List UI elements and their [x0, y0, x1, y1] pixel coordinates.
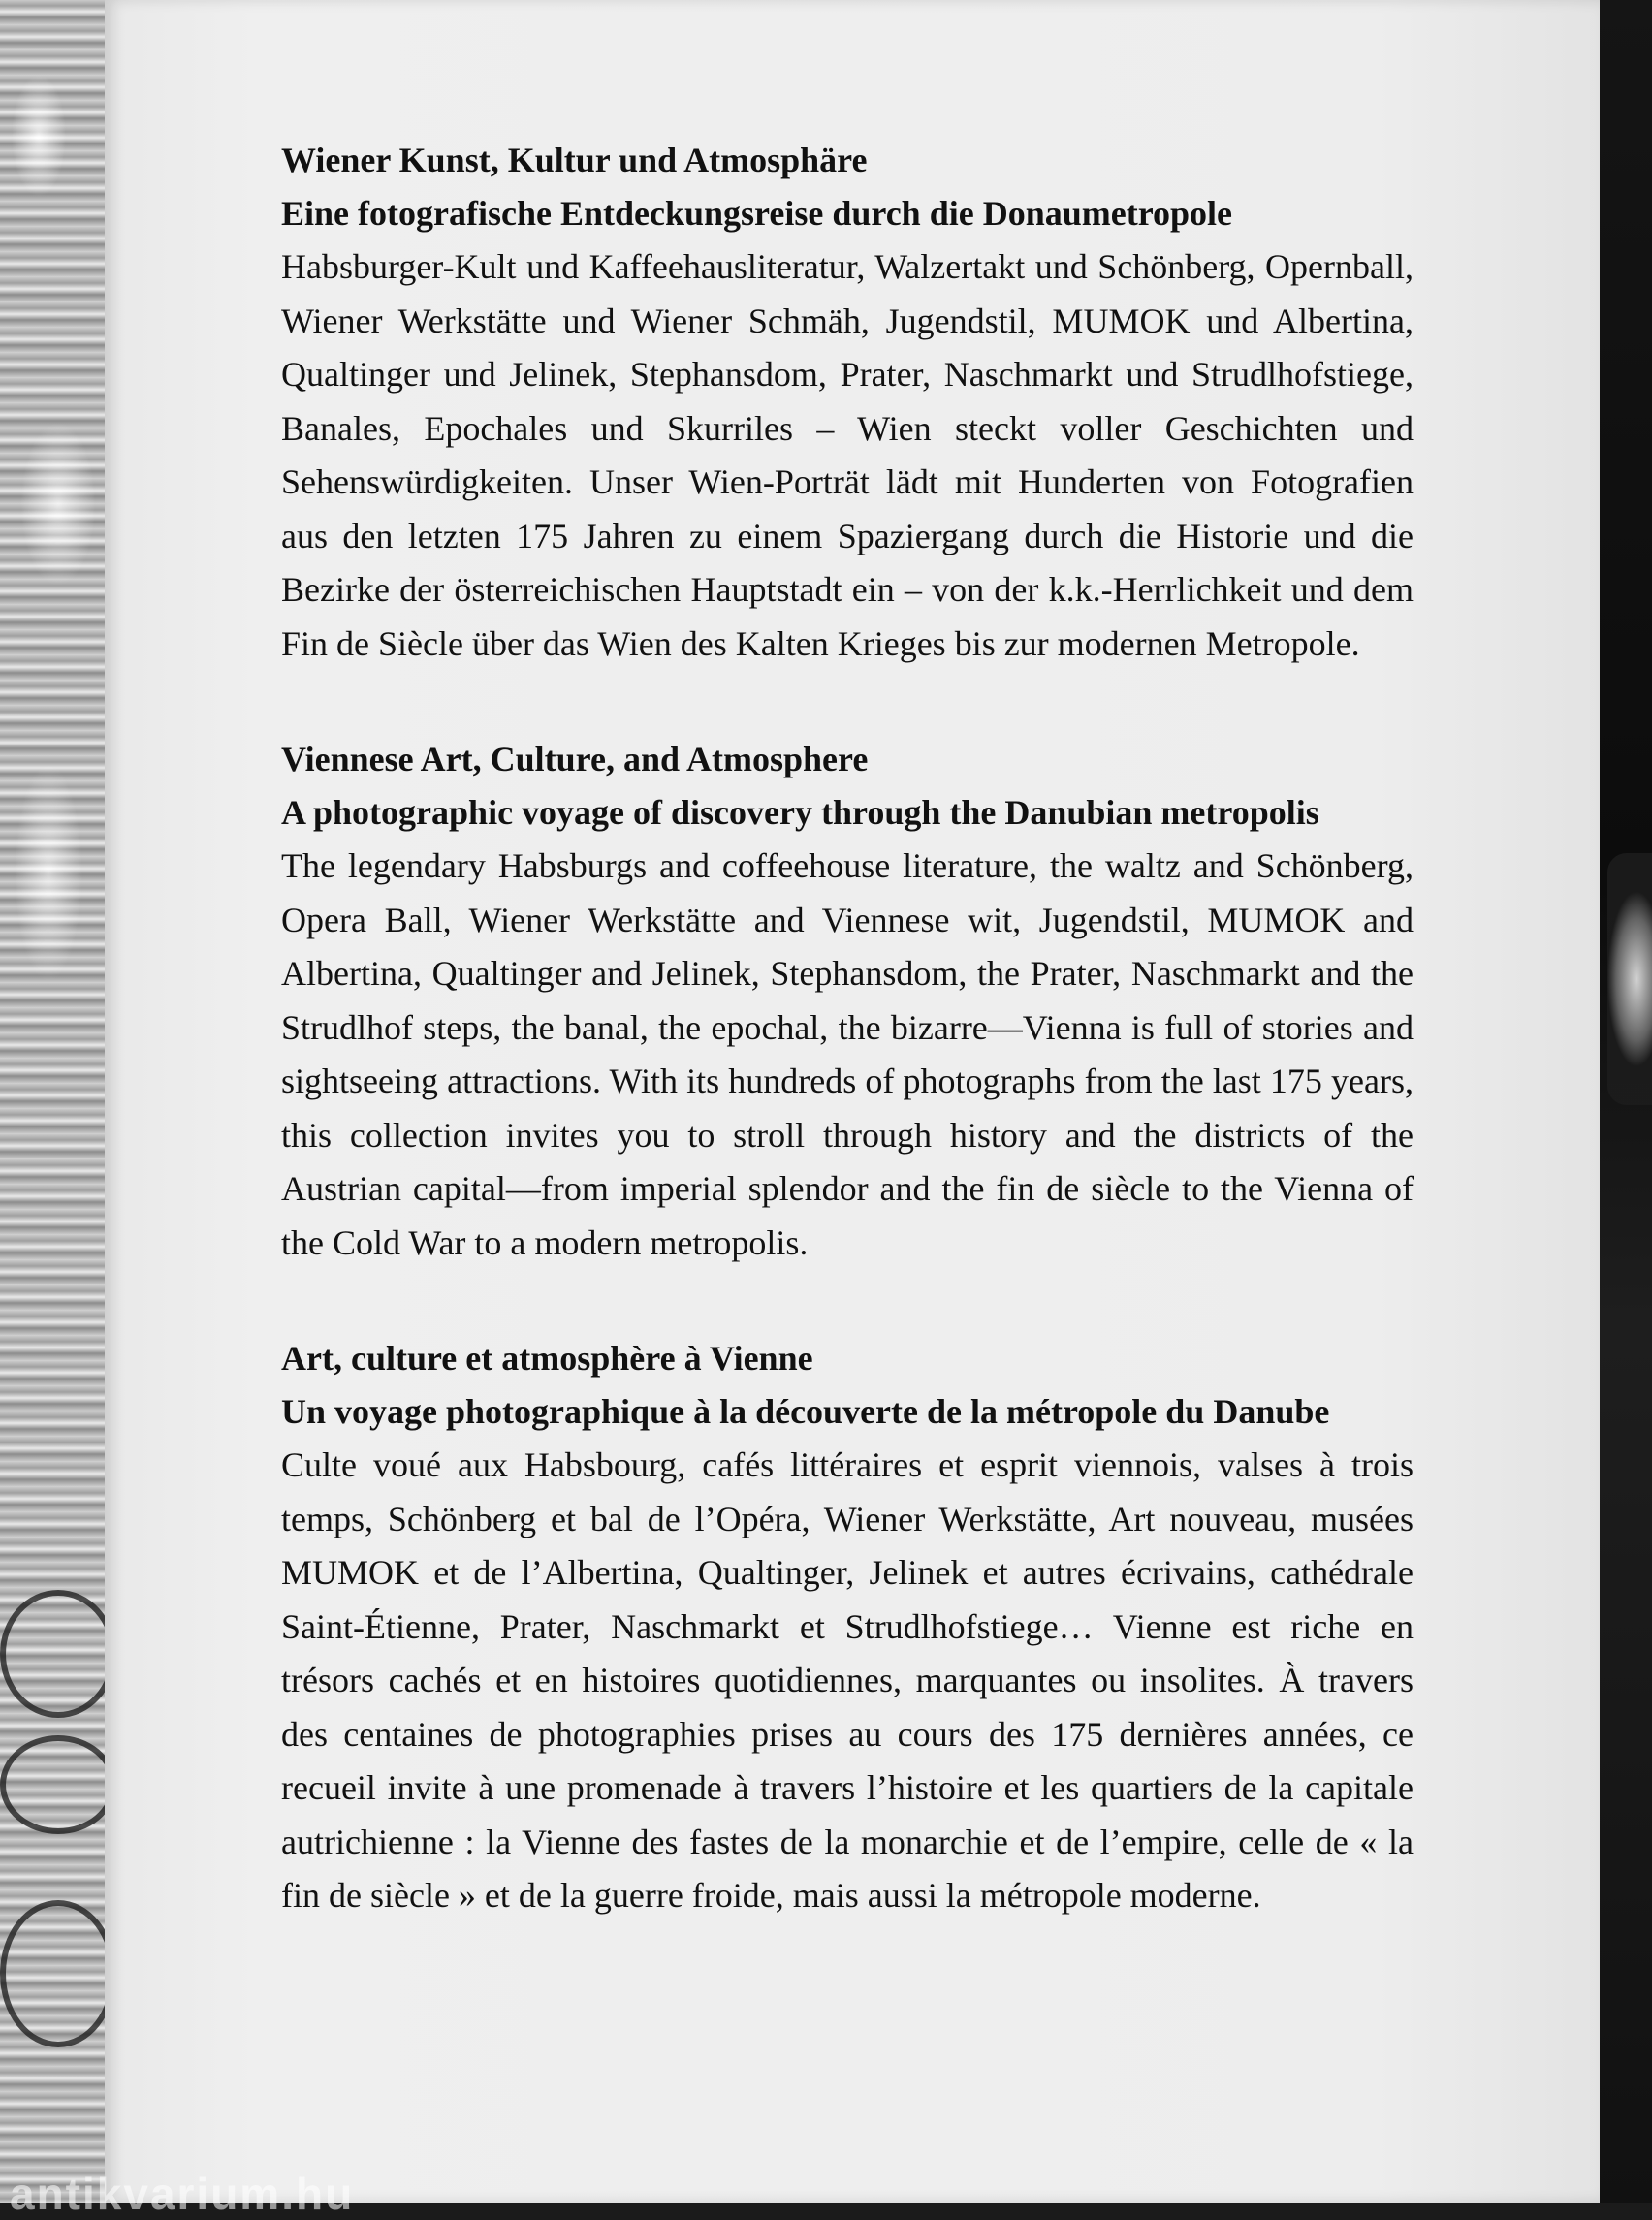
section-subtitle: A photographic voyage of discovery through the Danubian metropolis: [281, 793, 1319, 832]
section-body: Habsburger-Kult und Kaffeehausliteratur, Walzertakt und Schönberg, Opernball, Wiener Werkstätte und Wiener Schmäh, Jugendstil, MUMOK und Albertina, Qualtinger und Jelinek, Stephansdom, Prater, Naschmarkt und Strudlhofstiege, Banales, Epochales und Skurriles – Wien steckt voller Geschichten und Sehenswürdigkeiten. Unser Wien-Porträt lädt mit Hunderten von Fotografien aus den letzten 175 Jahren zu einem Spaziergang durch die Historie und die Bezirke der österreichischen Hauptstadt ein – von der k.k.-Herrlichkeit und dem Fin de Siècle über das Wien des Kalten Krieges bis zur modernen Metropole.: [281, 247, 1414, 663]
section-german: [281, 134, 1414, 671]
watermark: antikvarium.hu: [10, 2169, 355, 2219]
section-title: Art, culture et atmosphère à Vienne: [281, 1339, 813, 1378]
background-photo-fragment: [1607, 853, 1652, 1105]
chandelier-ornament: [0, 1735, 116, 1834]
right-dark-edge: [1600, 0, 1652, 2203]
chandelier-ornament: [0, 1900, 116, 2047]
book-page: [105, 0, 1600, 2203]
section-title: Wiener Kunst, Kultur und Atmosphäre: [281, 141, 868, 179]
chandelier-ornament: [0, 1590, 116, 1718]
section-body: The legendary Habsburgs and coffeehouse literature, the waltz and Schönberg, Opera Ball, Wiener Werkstätte and Viennese wit, Jugendstil, MUMOK and Albertina, Qualtinger and Jelinek, Stephansdom, the Prater, Naschmarkt and the Strudlhof steps, the banal, the epochal, the bizarre—Vienna is full of stories and sightseeing attractions. With its hundreds of photographs from the last 175 years, this collection invites you to stroll through history and the districts of the Austrian capital—from imperial splendor and the fin de siècle to the Vienna of the Cold War to a modern metropolis.: [281, 846, 1414, 1262]
section-subtitle: Un voyage photographique à la découverte de la métropole du Danube: [281, 1392, 1330, 1431]
section-english: [281, 733, 1414, 1270]
left-photo-strip: [0, 0, 105, 2203]
section-french: [281, 1332, 1414, 1923]
text-block: [281, 134, 1414, 1985]
section-title: Viennese Art, Culture, and Atmosphere: [281, 740, 869, 778]
section-subtitle: Eine fotografische Entdeckungsreise durch die Donaumetropole: [281, 194, 1233, 233]
section-body: Culte voué aux Habsbourg, cafés littéraires et esprit viennois, valses à trois temps, Schönberg et bal de l’Opéra, Wiener Werkstätte, Art nouveau, musées MUMOK et de l’Albertina, Qualtinger, Jelinek et autres écrivains, cathédrale Saint-Étienne, Prater, Naschmarkt et Strudlhofstiege… Vienne est riche en trésors cachés et en histoires quotidiennes, marquantes ou insolites. À travers des centaines de photographies prises au cours des 175 dernières années, ce recueil invite à une promenade à travers l’histoire et les quartiers de la capitale autrichienne : la Vienne des fastes de la monarchie et de l’empire, celle de « la fin de siècle » et de la guerre froide, mais aussi la métropole moderne.: [281, 1445, 1414, 1915]
